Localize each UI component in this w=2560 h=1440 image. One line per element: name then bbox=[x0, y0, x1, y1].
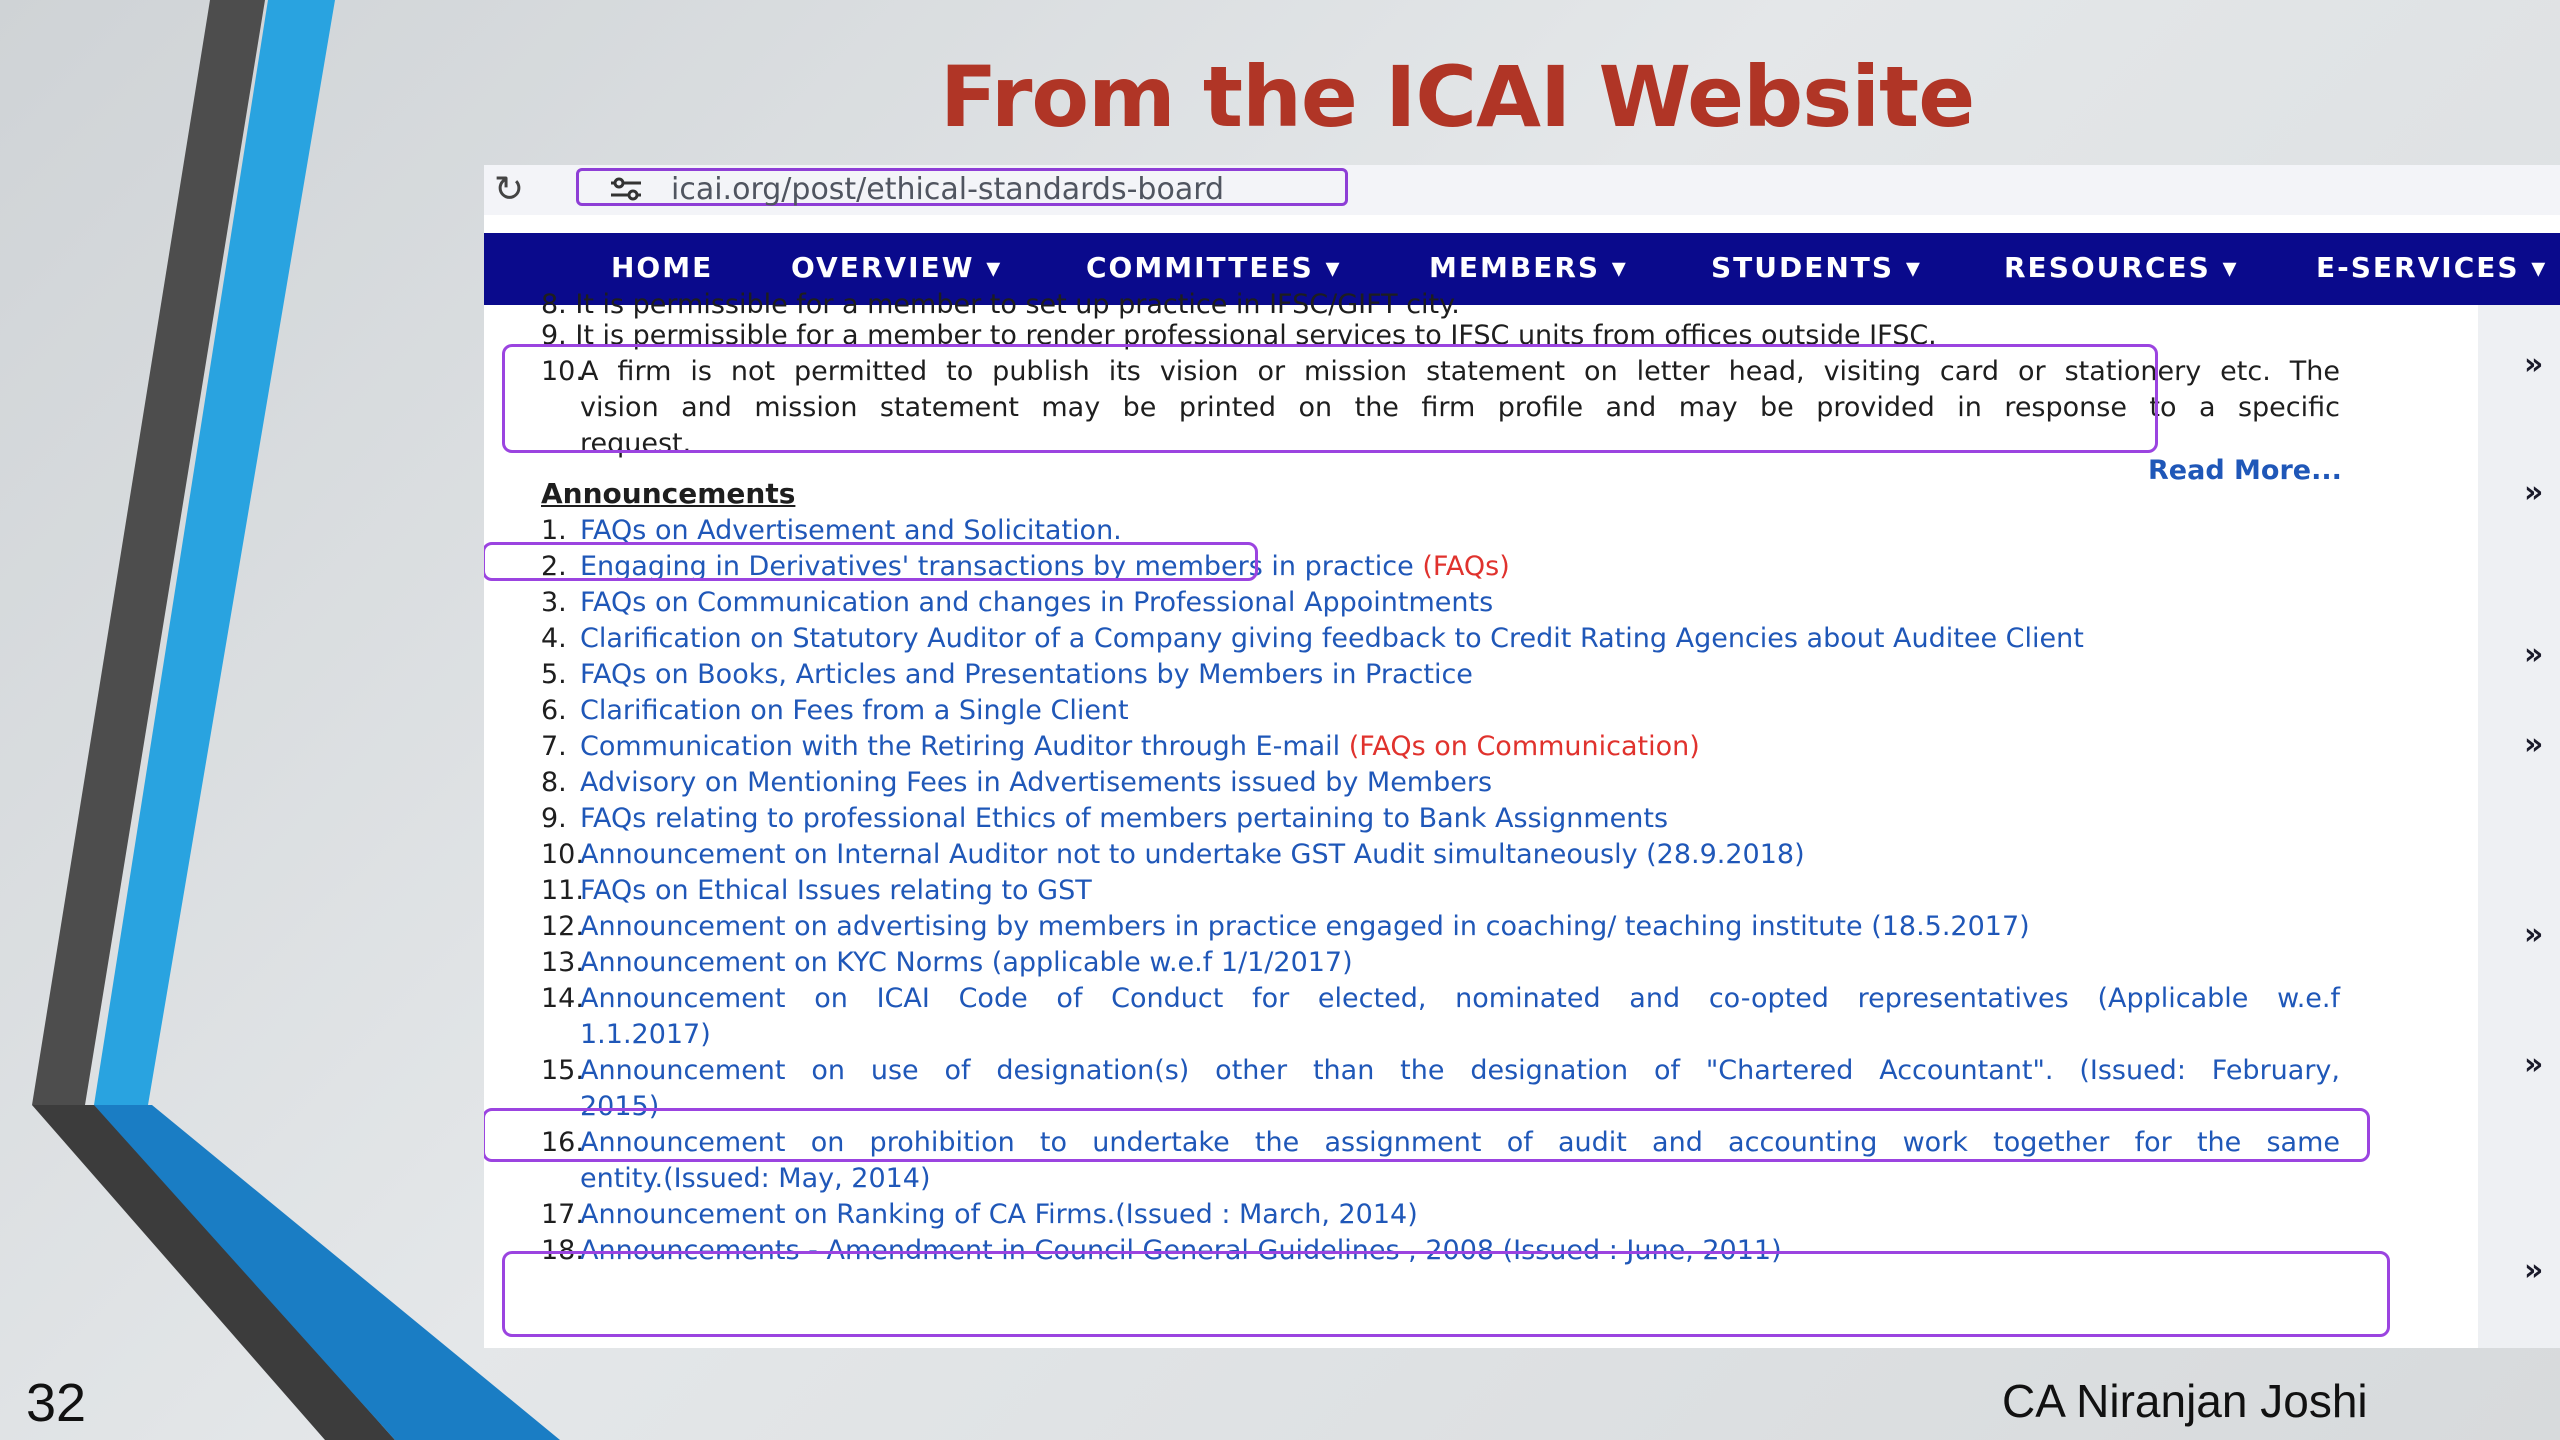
announcement-faq-link[interactable]: (FAQs) bbox=[1422, 551, 1510, 582]
announcements-heading: Announcements bbox=[541, 477, 796, 510]
announcement-link[interactable]: 1.1.2017) bbox=[580, 1019, 711, 1050]
announcement-item bbox=[580, 909, 2030, 945]
point-item: 8. It is permissible for a member to set up practice in IFSC/GIFT city. bbox=[541, 289, 1460, 320]
nav-committees[interactable]: COMMITTEES ▾ bbox=[1086, 251, 1342, 284]
announcement-number: 9. bbox=[541, 803, 567, 834]
announcement-number: 3. bbox=[541, 587, 567, 618]
announcement-number: 4. bbox=[541, 623, 567, 654]
nav-e-services[interactable]: E-SERVICES ▾ bbox=[2316, 251, 2548, 284]
sidebar-chevron[interactable]: » bbox=[2524, 1047, 2544, 1082]
point-text: A firm is not permitted to publish its vision or mission statement on letter head, visiting card or stationery etc. The bbox=[580, 356, 2340, 387]
announcement-number: 18. bbox=[541, 1235, 584, 1266]
announcement-link[interactable]: Announcement on KYC Norms (applicable w.e.f 1/1/2017) bbox=[580, 947, 1353, 978]
announcement-link[interactable]: Announcements - Amendment in Council General Guidelines , 2008 (Issued : June, 2011) bbox=[580, 1235, 1782, 1266]
slide-number: 32 bbox=[26, 1373, 87, 1433]
address-bar bbox=[484, 165, 2560, 215]
page-content bbox=[484, 289, 2560, 1348]
announcement-faq-link[interactable]: (FAQs on Communication) bbox=[1348, 731, 1700, 762]
announcement-link[interactable]: FAQs on Ethical Issues relating to GST bbox=[580, 875, 1092, 906]
nav-members[interactable]: MEMBERS ▾ bbox=[1429, 251, 1628, 284]
website-screenshot bbox=[484, 165, 2560, 1348]
announcement-link[interactable]: entity.(Issued: May, 2014) bbox=[580, 1163, 931, 1194]
point-text: request. bbox=[580, 428, 692, 459]
announcement-number: 15. bbox=[541, 1055, 584, 1086]
sidebar-chevron[interactable]: » bbox=[2524, 917, 2544, 952]
sidebar-chevron[interactable]: » bbox=[2524, 1253, 2544, 1288]
announcement-link[interactable]: FAQs on Advertisement and Solicitation. bbox=[580, 515, 1122, 546]
announcement-item bbox=[580, 621, 2084, 657]
announcement-link[interactable]: Announcement on Ranking of CA Firms.(Issued : March, 2014) bbox=[580, 1199, 1418, 1230]
url-field[interactable] bbox=[576, 168, 1348, 206]
announcement-number: 7. bbox=[541, 731, 567, 762]
announcement-link[interactable]: FAQs on Books, Articles and Presentations by Members in Practice bbox=[580, 659, 1473, 690]
announcement-link[interactable]: 2015) bbox=[580, 1091, 660, 1122]
nav-students[interactable]: STUDENTS ▾ bbox=[1711, 251, 1922, 284]
announcement-item bbox=[580, 801, 1668, 837]
announcement-item bbox=[580, 765, 1492, 801]
announcement-item bbox=[580, 729, 1700, 765]
tune-icon[interactable] bbox=[609, 177, 643, 201]
announcement-link[interactable]: Advisory on Mentioning Fees in Advertisements issued by Members bbox=[580, 767, 1493, 798]
announcement-link[interactable]: Communication with the Retiring Auditor through E-mail bbox=[580, 731, 1349, 762]
announcement-number: 8. bbox=[541, 767, 567, 798]
sidebar-chevron[interactable]: » bbox=[2524, 727, 2544, 762]
highlight-box bbox=[502, 344, 2158, 453]
announcement-link[interactable]: FAQs on Communication and changes in Professional Appointments bbox=[580, 587, 1494, 618]
sidebar-chevron[interactable]: » bbox=[2524, 475, 2544, 510]
sidebar-chevron[interactable]: » bbox=[2524, 637, 2544, 672]
nav-home[interactable]: HOME bbox=[611, 251, 714, 284]
announcement-number: 13. bbox=[541, 947, 584, 978]
right-sidebar bbox=[2478, 305, 2560, 1348]
announcement-number: 17. bbox=[541, 1199, 584, 1230]
announcement-link[interactable]: Announcement on prohibition to undertake the assignment of audit and accounting work together for the same bbox=[580, 1127, 2340, 1158]
nav-overview[interactable]: OVERVIEW ▾ bbox=[791, 251, 1003, 284]
announcement-link[interactable]: Announcement on ICAI Code of Conduct for elected, nominated and co-opted representatives (Applicable w.e.f bbox=[580, 983, 2340, 1014]
sidebar-chevron[interactable]: » bbox=[2524, 347, 2544, 382]
announcement-item bbox=[580, 657, 1473, 693]
highlight-box bbox=[502, 1251, 2390, 1337]
announcement-item bbox=[580, 945, 1353, 981]
slide-title: From the ICAI Website bbox=[940, 48, 1975, 146]
announcement-link[interactable]: Announcement on Internal Auditor not to undertake GST Audit simultaneously (28.9.2018) bbox=[580, 839, 1805, 870]
announcement-number: 16. bbox=[541, 1127, 584, 1158]
url-text: icai.org/post/ethical-standards-board bbox=[671, 172, 1225, 207]
announcement-number: 12. bbox=[541, 911, 584, 942]
highlight-box bbox=[484, 542, 1258, 581]
announcement-number: 14. bbox=[541, 983, 584, 1014]
announcement-number: 5. bbox=[541, 659, 567, 690]
announcement-number: 11. bbox=[541, 875, 584, 906]
announcement-number: 2. bbox=[541, 551, 567, 582]
announcement-item bbox=[580, 873, 1092, 909]
point-item: 9. It is permissible for a member to render professional services to IFSC units from offices outside IFSC. bbox=[541, 320, 1937, 351]
highlight-box bbox=[484, 1108, 2370, 1162]
announcement-link[interactable]: Announcement on advertising by members in practice engaged in coaching/ teaching institute (18.5.2017) bbox=[580, 911, 2030, 942]
nav-resources[interactable]: RESOURCES ▾ bbox=[2004, 251, 2239, 284]
read-more-link[interactable]: Read More... bbox=[2148, 455, 2342, 486]
announcement-item bbox=[580, 837, 1805, 873]
point-number: 10. bbox=[541, 356, 584, 387]
announcement-item bbox=[580, 585, 1493, 621]
point-text: vision and mission statement may be printed on the firm profile and may be provided in response to a specific bbox=[580, 392, 2340, 423]
announcement-number: 10. bbox=[541, 839, 584, 870]
announcement-number: 1. bbox=[541, 515, 567, 546]
announcement-link[interactable]: Clarification on Fees from a Single Client bbox=[580, 695, 1129, 726]
announcement-link[interactable]: FAQs relating to professional Ethics of members pertaining to Bank Assignments bbox=[580, 803, 1669, 834]
announcement-item bbox=[580, 1197, 1418, 1233]
announcement-link[interactable]: Announcement on use of designation(s) other than the designation of "Chartered Accountant". (Issued: February, bbox=[580, 1055, 2340, 1086]
announcement-item bbox=[580, 693, 1129, 729]
announcement-link[interactable]: Clarification on Statutory Auditor of a Company giving feedback to Credit Rating Agencies about Auditee Client bbox=[580, 623, 2084, 654]
announcement-link[interactable]: Engaging in Derivatives' transactions by members in practice bbox=[580, 551, 1423, 582]
reload-icon[interactable]: ↻ bbox=[494, 169, 525, 210]
author-name: CA Niranjan Joshi bbox=[2002, 1375, 2368, 1427]
announcement-number: 6. bbox=[541, 695, 567, 726]
